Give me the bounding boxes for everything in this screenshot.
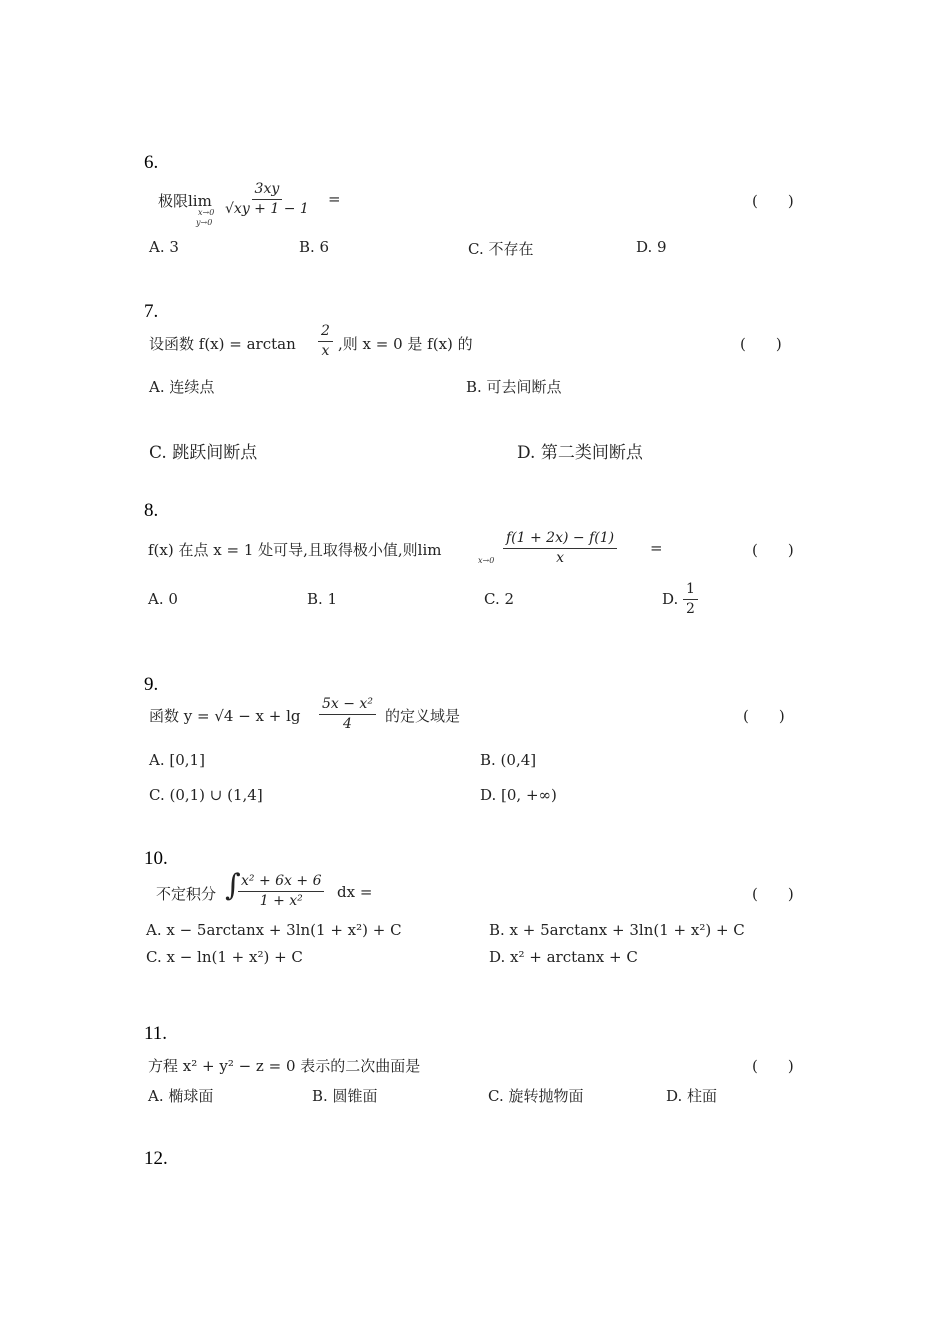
question-number-9: 9. [144, 674, 159, 695]
q6-option-b: B. 6 [299, 238, 330, 256]
q7-answer-paren: ( ) [740, 335, 782, 353]
q6-fraction [222, 181, 312, 218]
q8-stem-suffix: = [650, 539, 663, 557]
q9-fraction [319, 696, 376, 733]
q10-option-d: D. x² + arctanx + C [489, 948, 638, 966]
question-number-8: 8. [144, 500, 159, 521]
q7-stem-prefix: 设函数 f(x) = arctan [149, 335, 296, 353]
q8-option-d: D. [662, 590, 679, 608]
q10-fraction-denominator: 1 + x² [259, 893, 303, 909]
q6-lim-sub-y: y→0 [196, 218, 213, 227]
q11-option-d: D. 柱面 [666, 1087, 718, 1105]
q8-stem-prefix: f(x) 在点 x = 1 处可导,且取得极小值,则lim [148, 541, 442, 559]
q10-option-b: B. x + 5arctanx + 3ln(1 + x²) + C [489, 921, 745, 939]
q7-fraction-denominator: x [321, 343, 330, 359]
q8-option-c: C. 2 [484, 590, 515, 608]
question-number-10: 10. [144, 848, 168, 869]
q8-lim-sub-x: x→0 [478, 556, 495, 565]
q9-fraction-denominator: 4 [343, 716, 352, 732]
q8-option-d-fraction [683, 581, 698, 618]
q11-option-c: C. 旋转抛物面 [488, 1087, 584, 1105]
q11-answer-paren: ( ) [752, 1057, 794, 1075]
q7-stem-suffix: ,则 x = 0 是 f(x) 的 [338, 335, 473, 353]
q6-option-d: D. 9 [636, 238, 667, 256]
q9-fraction-numerator: 5x − x² [319, 696, 376, 715]
q7-option-c: C. 跳跃间断点 [149, 443, 258, 463]
q9-stem-suffix: 的定义域是 [385, 707, 461, 725]
q7-option-a: A. 连续点 [149, 378, 215, 396]
q8-fraction-denominator: x [556, 550, 564, 566]
q9-option-c: C. (0,1) ∪ (1,4] [149, 786, 263, 804]
q10-stem-prefix: 不定积分 [156, 885, 217, 903]
q6-stem-prefix: 极限lim [158, 192, 212, 210]
q11-option-a: A. 椭球面 [148, 1087, 214, 1105]
q7-option-b: B. 可去间断点 [466, 378, 562, 396]
q9-stem-prefix: 函数 y = √4 − x + lg [149, 707, 301, 725]
q8-option-d-numerator: 1 [683, 581, 698, 600]
q6-option-c: C. 不存在 [468, 240, 534, 258]
q8-option-a: A. 0 [148, 590, 178, 608]
q8-option-b: B. 1 [307, 590, 338, 608]
question-number-12: 12. [144, 1148, 168, 1169]
q9-option-d: D. [0, +∞) [480, 786, 557, 804]
q8-option-d-denominator: 2 [686, 601, 695, 617]
q8-answer-paren: ( ) [752, 541, 794, 559]
q10-stem-suffix: dx = [337, 883, 373, 901]
q8-fraction [503, 530, 617, 567]
question-number-6: 6. [144, 152, 159, 173]
q6-fraction-denominator: √xy + 1 − 1 [225, 201, 309, 217]
q7-fraction-numerator: 2 [318, 323, 333, 342]
q9-option-a: A. [0,1] [149, 751, 205, 769]
q7-fraction [318, 323, 333, 360]
q10-option-c: C. x − ln(1 + x²) + C [146, 948, 303, 966]
q10-answer-paren: ( ) [752, 885, 794, 903]
q6-answer-paren: ( ) [752, 192, 794, 210]
q6-fraction-numerator: 3xy [252, 181, 283, 200]
q10-fraction-numerator: x² + 6x + 6 [238, 873, 324, 892]
q11-option-b: B. 圆锥面 [312, 1087, 378, 1105]
q6-stem-suffix: = [328, 190, 341, 208]
q8-fraction-numerator: f(1 + 2x) − f(1) [503, 530, 617, 549]
q7-option-d: D. 第二类间断点 [517, 443, 643, 463]
question-number-7: 7. [144, 301, 159, 322]
q10-integral-sign: ∫ [225, 868, 241, 903]
q9-answer-paren: ( ) [743, 707, 785, 725]
q9-option-b: B. (0,4] [480, 751, 537, 769]
q6-lim-sub-x: x→0 [198, 208, 215, 217]
q10-option-a: A. x − 5arctanx + 3ln(1 + x²) + C [146, 921, 402, 939]
q11-stem: 方程 x² + y² − z = 0 表示的二次曲面是 [148, 1057, 421, 1075]
q6-option-a: A. 3 [149, 238, 179, 256]
question-number-11: 11. [144, 1023, 168, 1044]
q10-fraction [238, 873, 324, 910]
